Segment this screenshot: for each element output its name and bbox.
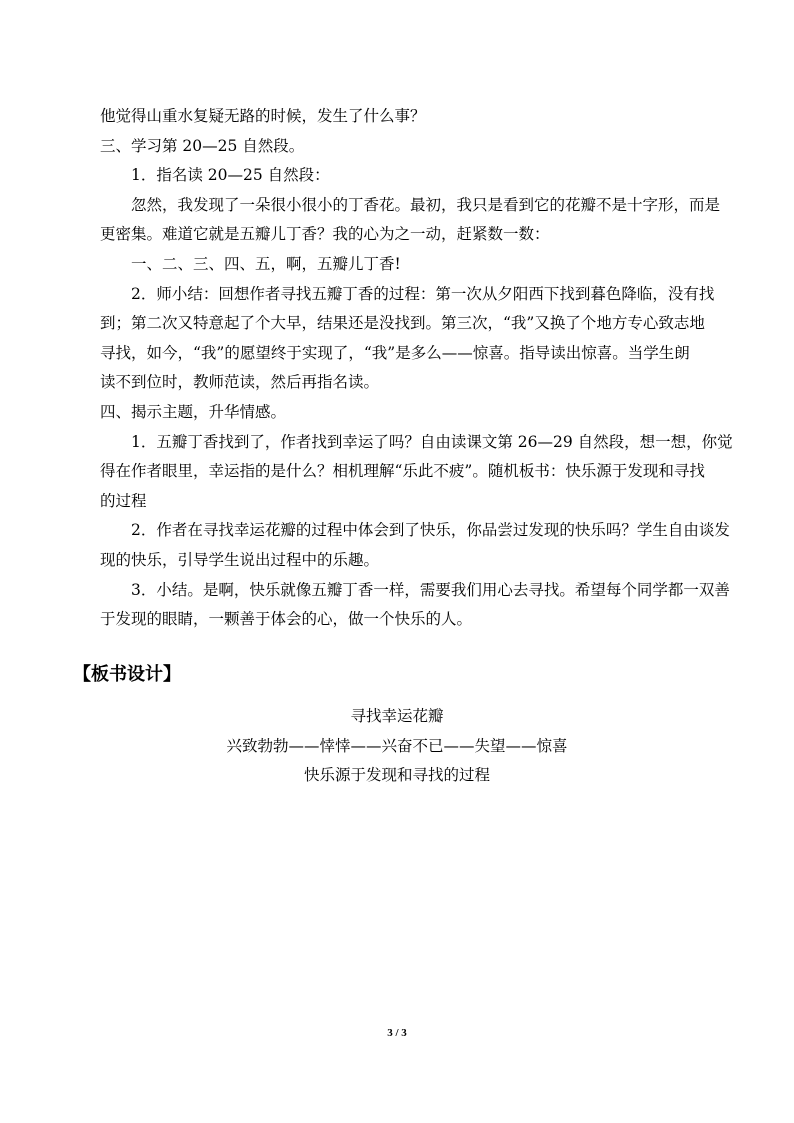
body-line-18: 于发现的眼睛，一颗善于体会的心，做一个快乐的人。 [100, 610, 473, 629]
body-line-17: 3．小结。是啊，快乐就像五瓣丁香一样，需要我们用心去寻找。希望每个同学都一双善 [131, 580, 730, 599]
body-line-14: 的过程 [100, 491, 147, 510]
body-line-4: 忽然，我发现了一朵很小很小的丁香花。最初，我只是看到它的花瓣不是十字形，而是 [131, 195, 721, 214]
body-line-9: 寻找，如今，“我”的愿望终于实现了，“我”是多么——惊喜。指导读出惊喜。当学生朗 [100, 343, 690, 362]
body-line-7: 2．师小结：回想作者寻找五瓣丁香的过程：第一次从夕阳西下找到暮色降临，没有找 [131, 284, 715, 303]
body-line-3: 1．指名读 20—25 自然段： [131, 166, 330, 185]
board-design [100, 702, 694, 791]
lesson-body [100, 102, 733, 635]
section-heading-3: 三、学习第 20—25 自然段。 [100, 136, 305, 155]
body-line-5: 更密集。难道它就是五瓣儿丁香？我的心为之一动，赶紧数一数： [100, 225, 550, 244]
board-line-emotions: 兴致勃勃——悻悻——兴奋不已——失望——惊喜 [226, 736, 568, 755]
body-line-1: 他觉得山重水复疑无路的时候，发生了什么事？ [100, 107, 426, 125]
board-line-conclusion: 快乐源于发现和寻找的过程 [303, 766, 490, 785]
board-line-title: 寻找幸运花瓣 [350, 707, 444, 725]
body-line-12: 1．五瓣丁香找到了，作者找到幸运了吗？自由读课文第 26—29 自然段，想一想，你觉 [131, 432, 733, 451]
body-line-8: 到；第二次又特意起了个大早，结果还是没找到。第三次，“我”又换了个地方专心致志地 [100, 314, 705, 333]
board-design-heading: 【板书设计】 [73, 664, 181, 685]
section-heading-4: 四、揭示主题，升华情感。 [100, 402, 287, 421]
body-line-13: 得在作者眼里，幸运指的是什么？相机理解“乐此不疲”。随机板书：快乐源于发现和寻找 [100, 462, 705, 481]
body-line-10: 读不到位时，教师范读，然后再指名读。 [100, 373, 380, 392]
page-number: 3 / 3 [387, 1027, 407, 1039]
body-line-16: 现的快乐，引导学生说出过程中的乐趣。 [100, 550, 380, 569]
body-line-6: 一、二、三、四、五，啊，五瓣儿丁香! [131, 254, 401, 273]
body-line-15: 2．作者在寻找幸运花瓣的过程中体会到了快乐，你品尝过发现的快乐吗？学生自由谈发 [131, 521, 730, 540]
